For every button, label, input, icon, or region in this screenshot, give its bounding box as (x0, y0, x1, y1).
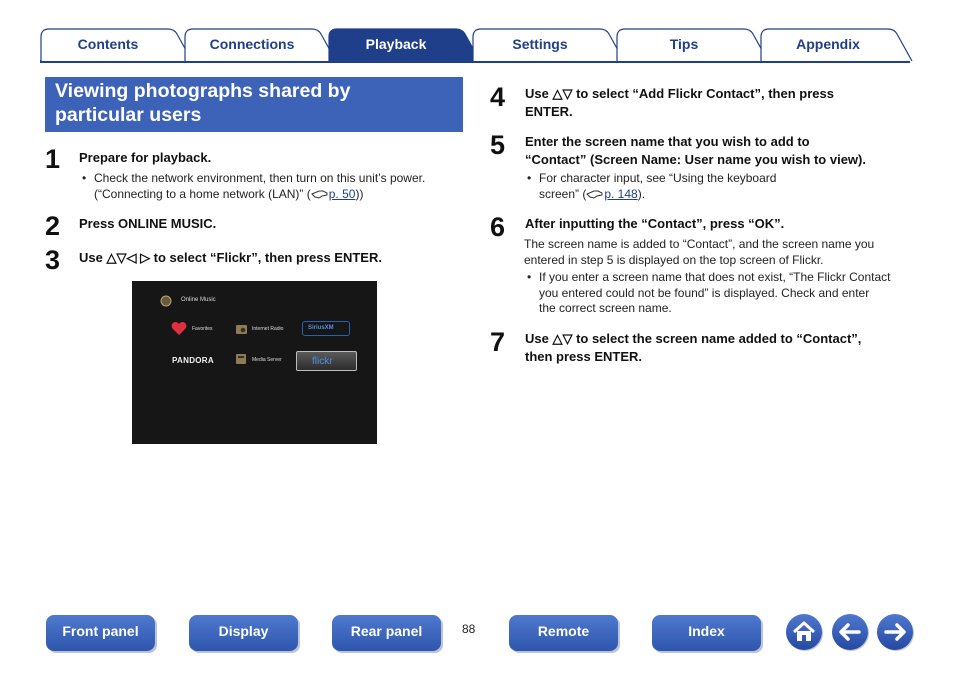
step-1-title: Prepare for playback. (79, 150, 212, 165)
favorites-heart-icon (171, 321, 187, 336)
step-2-title: Press ONLINE MUSIC. (79, 216, 217, 231)
step-7-title-line-2: then press ENTER. (525, 348, 643, 364)
section-heading (45, 77, 463, 132)
step-6-body (524, 237, 904, 268)
step-1-bullet-line-2 (94, 187, 460, 203)
pandora-label: PANDORA (172, 356, 214, 365)
tab-label: Appendix (796, 36, 860, 52)
front-panel-button[interactable]: Front panel (46, 615, 155, 651)
step-2-number: 2 (45, 211, 61, 241)
step-6-body-line-2: entered in step 5 is displayed on the top screen of Flickr. (524, 252, 824, 267)
reference-hand-icon (586, 188, 604, 199)
step-5-bullet-line-2 (539, 187, 895, 203)
step-1-ref-prefix: (“Connecting to a home network (LAN)” ( (94, 186, 311, 201)
internet-radio-label: Internet Radio (252, 326, 284, 332)
step-5-title (525, 133, 866, 168)
favorites-label: Favorites (192, 326, 213, 332)
step-6-bullet: • If you enter a screen name that does not exist, “The Flickr Contact you entered could not be found” is displayed. Check and enter the correct screen name. (525, 270, 910, 317)
step-5-title-line-1: Enter the screen name that you wish to add to (525, 134, 810, 149)
step-1-bullet-line-1: Check the network environment, then turn on this unit’s power. (94, 171, 426, 185)
tab-connections[interactable] (184, 28, 330, 61)
step-4-number: 4 (490, 82, 506, 112)
reference-hand-icon (311, 188, 329, 199)
step-4-title-line-1: Use △▽ to select “Add Flickr Contact”, then press (525, 86, 834, 101)
link-page-148[interactable]: p. 148 (604, 186, 638, 201)
tab-tips[interactable] (616, 28, 762, 61)
step-6-body-line-1: The screen name is added to “Contact”, and the screen name you (524, 237, 875, 251)
top-tab-bar (40, 25, 910, 63)
tab-contents[interactable] (40, 28, 186, 61)
step-5-bullet-line-1: For character input, see “Using the keyboard (539, 171, 777, 185)
heading-line-2: particular users (55, 104, 202, 126)
home-icon (786, 614, 822, 650)
tab-appendix[interactable] (760, 28, 906, 61)
remote-button[interactable]: Remote (509, 615, 618, 651)
flickr-label: flickr (312, 356, 333, 367)
media-server-icon (235, 352, 248, 365)
step-6-bullet-line-2: you entered could not be found” is displayed. Check and enter (539, 285, 870, 300)
index-button[interactable]: Index (652, 615, 761, 651)
siriusxm-label: SiriusXM (308, 325, 334, 331)
step-5-title-line-2: “Contact” (Screen Name: User name you wish to view). (525, 151, 866, 167)
online-music-screen-image (132, 281, 377, 444)
tab-label: Settings (512, 36, 568, 52)
step-1-bullet: • Check the network environment, then turn on this unit’s power. (“Connecting to a home network (LAN)” ( p. 50)) (80, 171, 460, 202)
heading-line-1: Viewing photographs shared by (55, 80, 351, 102)
display-button[interactable]: Display (189, 615, 298, 651)
link-page-50[interactable]: p. 50 (328, 186, 356, 201)
internet-radio-icon (235, 322, 248, 335)
step-4-title (525, 85, 834, 120)
online-music-icon (160, 295, 172, 307)
step-6-bullet-line-1: If you enter a screen name that does not exist, “The Flickr Contact (539, 270, 891, 284)
tab-settings[interactable] (472, 28, 618, 61)
step-3-number: 3 (45, 245, 61, 275)
siriusxm-logo (302, 321, 350, 336)
forward-button[interactable] (877, 614, 913, 650)
step-6-number: 6 (490, 212, 506, 242)
arrow-right-icon (877, 614, 913, 650)
step-6-title: After inputting the “Contact”, press “OK”. (525, 216, 785, 231)
rear-panel-button[interactable]: Rear panel (332, 615, 441, 651)
step-5-bullet: • For character input, see “Using the keyboard screen” ( p. 148). (525, 171, 895, 202)
step-1-number: 1 (45, 144, 61, 174)
step-1-ref-suffix: )) (355, 186, 364, 201)
tab-label: Contents (77, 36, 139, 52)
step-3-title: Use △▽◁ ▷ to select “Flickr”, then press ENTER. (79, 250, 382, 265)
page-number: 88 (462, 622, 476, 636)
tab-label: Connections (209, 36, 295, 52)
step-6-bullet-line-3: the correct screen name. (539, 301, 672, 315)
step-7-title (525, 330, 861, 365)
step-7-title-line-1: Use △▽ to select the screen name added to “Contact”, (525, 331, 862, 346)
step-5-ref-suffix: ). (637, 186, 646, 201)
tab-playback[interactable] (328, 28, 474, 61)
step-5-ref-prefix: screen” ( (539, 186, 587, 201)
back-button[interactable] (832, 614, 868, 650)
arrow-left-icon (832, 614, 868, 650)
media-server-label: Media Server (252, 357, 282, 363)
screen-title: Online Music (181, 297, 216, 303)
home-button[interactable] (786, 614, 822, 650)
step-4-title-line-2: ENTER. (525, 103, 573, 119)
step-7-number: 7 (490, 327, 506, 357)
step-5-number: 5 (490, 130, 506, 160)
tab-label: Tips (669, 36, 699, 52)
tab-label: Playback (365, 36, 427, 52)
flickr-tile-selected (296, 351, 357, 371)
